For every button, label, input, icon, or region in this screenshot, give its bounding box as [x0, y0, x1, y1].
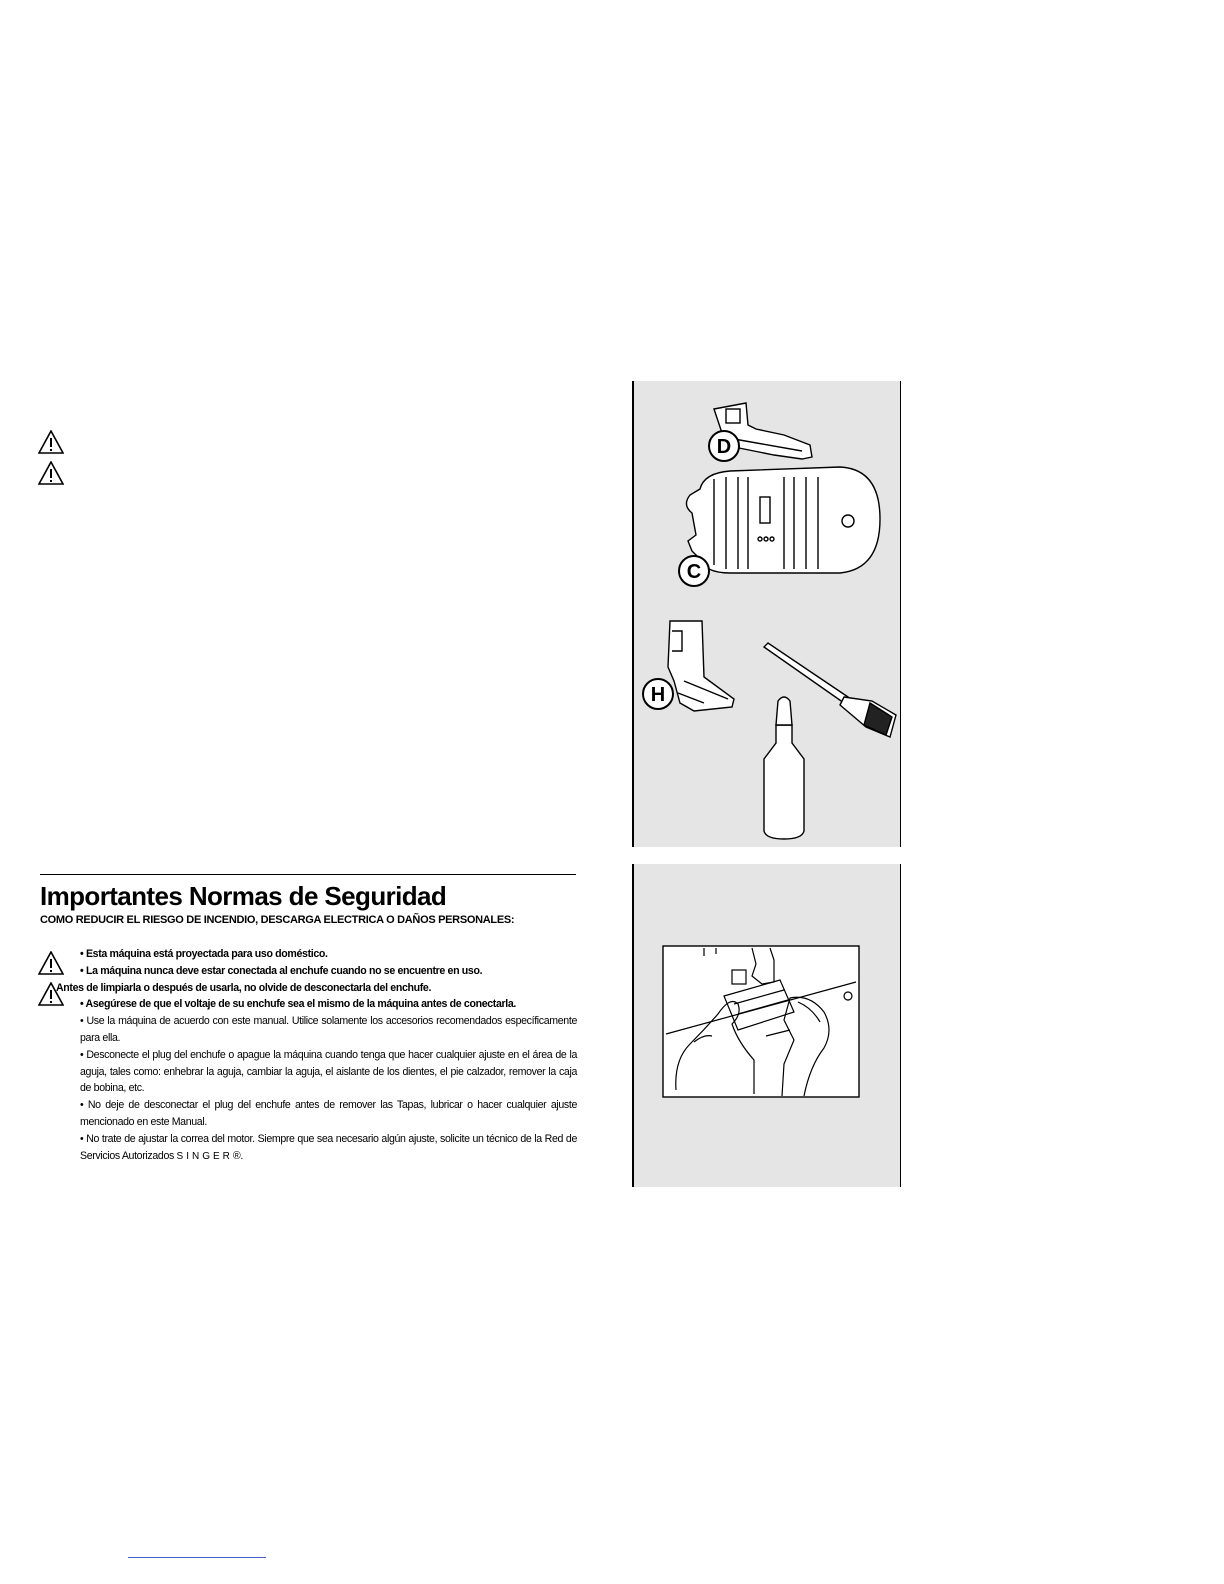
safety-item: • La máquina nunca deve estar conectada al enchufe cuando no se encuentre en uso. [80, 964, 483, 977]
safety-item: • Use la máquina de acuerdo con este manual. Utilice solamente los accesorios recomendados específicamente para ella. [80, 1015, 577, 1044]
label-c: C [686, 561, 702, 583]
warning-triangle-icon [38, 461, 64, 485]
label-d: D [716, 436, 732, 458]
label-h: H [650, 684, 666, 706]
safety-item: • Desconecte el plug del enchufe o apague la máquina cuando tenga que hacer cualquier ajuste en el área de la aguja, tales como: enhebrar la aguja, cambiar la aguja, el aislante de los dientes, el pie calzador, remover la caja de bobina, etc. [80, 1048, 577, 1095]
warning-triangle-icon [38, 430, 64, 454]
accessories-illustration [632, 381, 901, 847]
sewing-demonstration-illustration [632, 864, 901, 1187]
oil-bottle-drawing [764, 697, 804, 839]
safety-item-last [80, 1131, 577, 1166]
safety-item: • Esta máquina está proyectada para uso doméstico. [80, 948, 328, 960]
bottom-underline [128, 1557, 266, 1558]
safety-item: Antes de limpiarla o después de usarla, no olvide de desconectarla del enchufe. [56, 981, 432, 994]
page-title: Importantes Normas de Seguridad [40, 881, 447, 911]
safety-item: • No deje de desconectar el plug del enchufe antes de remover las Tapas, lubricar o hacer cualquier ajuste mencionado en este Manual. [80, 1099, 577, 1128]
section-divider [40, 874, 576, 875]
singer-brand: SINGER [176, 1150, 233, 1162]
presser-foot-h-drawing [668, 621, 734, 711]
needle-plate-c-drawing [686, 467, 880, 573]
safety-item-text: • No trate de ajustar la correa del motor. Siempre que sea necesario algún ajuste, solicite un técnico de la Red de Servicios Autorizados [80, 1132, 577, 1162]
safety-item: • Asegúrese de que el voltaje de su enchufe sea el mismo de la máquina antes de conectarla. [80, 998, 516, 1011]
warning-triangle-icon [38, 951, 64, 975]
singer-brand-suffix: ®. [232, 1149, 243, 1162]
safety-instructions [56, 946, 577, 1165]
safety-subtitle: COMO REDUCIR EL RIESGO DE INCENDIO, DESCARGA ELECTRICA O DAÑOS PERSONALES: [40, 914, 515, 926]
